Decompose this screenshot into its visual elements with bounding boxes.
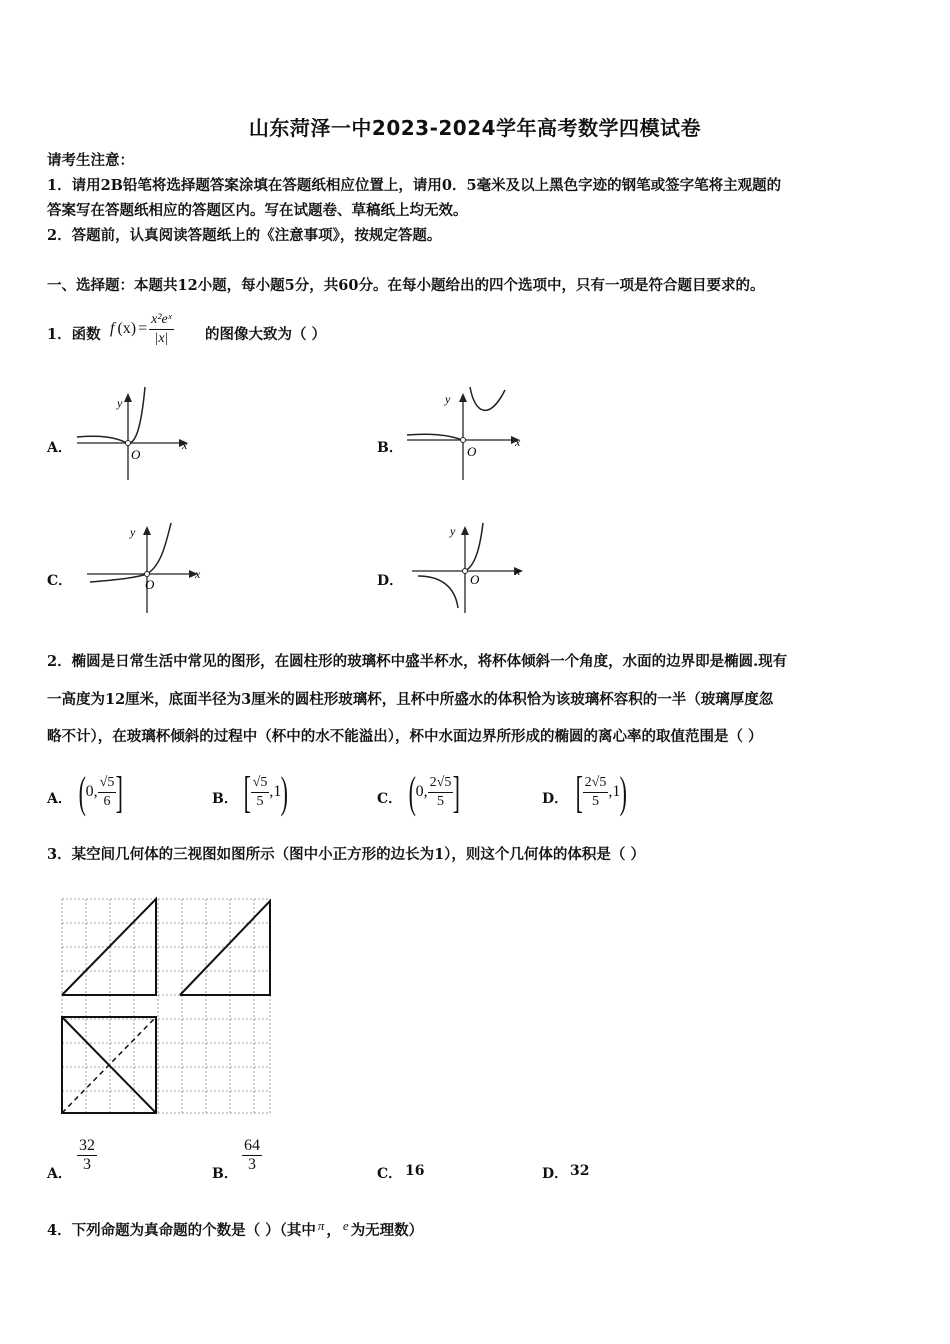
q1-graph-b-x-label: x xyxy=(515,435,521,449)
q1-graph-b xyxy=(405,385,530,485)
q2-option-b-den: 5 xyxy=(256,793,264,809)
q1-graph-a xyxy=(75,385,200,485)
q2-option-a-left: 0, xyxy=(85,783,98,800)
q1-graph-b-origin: O xyxy=(467,444,477,459)
q2-option-b-right: ,1 xyxy=(269,783,282,800)
q3-option-a-den: 3 xyxy=(83,1156,91,1173)
q3-option-a xyxy=(77,1137,97,1174)
q2-option-b-label: B． xyxy=(212,791,238,807)
q2-option-c: ( 0, $\frac{2√5}{5}$ ] xyxy=(408,767,461,817)
notice-heading: 请考生注意： xyxy=(47,152,134,169)
q1-graph-d-x-label: x xyxy=(515,564,521,578)
q2-option-c-den: 5 xyxy=(437,793,444,809)
q1-suffix: 的图像大致为（ ） xyxy=(205,326,327,343)
q1-graph-b-y-label: y xyxy=(445,392,451,406)
q2-option-a: ( 0, $\frac{√5}{6}$ ] xyxy=(78,767,124,817)
notice-line-2: 2．答题前，认真阅读答题纸上的《注意事项》，按规定答题。 xyxy=(47,227,442,244)
q4-text: 4．下列命题为真命题的个数是（ ）（其中 xyxy=(47,1222,316,1239)
q3-three-view-diagram xyxy=(58,895,274,1117)
q2-option-b: [ $\frac{√5}{5}$ ,1 ) xyxy=(243,767,289,817)
q1-graph-c-origin: O xyxy=(145,577,155,592)
q1-den: |x| xyxy=(154,330,169,346)
q2-option-c-label: C． xyxy=(377,791,403,807)
q3-option-c: 16 xyxy=(405,1163,425,1179)
q2-line-1: 2．椭圆是日常生活中常见的图形，在圆柱形的玻璃杯中盛半杯水，将杯体倾斜一个角度，水面的边界即是椭圆.现有 xyxy=(47,653,788,670)
q4-tail: 为无理数） xyxy=(350,1222,424,1239)
q2-option-a-label: A． xyxy=(47,791,72,807)
q1-option-d-label: D． xyxy=(377,573,404,589)
q1-option-c-label: C． xyxy=(47,573,73,589)
q2-line-2: 一高度为12厘米，底面半径为3厘米的圆柱形玻璃杯，且杯中所盛水的体积恰为该玻璃杯容积的一半（玻璃厚度忽 xyxy=(47,691,774,708)
q4-e: e xyxy=(342,1218,349,1233)
notice-line-1b: 答案写在答题纸相应的答题区内。写在试题卷、草稿纸上均无效。 xyxy=(47,202,468,219)
q2-option-d: [ $\frac{2√5}{5}$ ,1 ) xyxy=(575,767,628,817)
q3-text: 3．某空间几何体的三视图如图所示（图中小正方形的边长为1），则这个几何体的体积是（ ） xyxy=(47,846,645,863)
q1-option-b-label: B． xyxy=(377,440,403,456)
q1-graph-d xyxy=(410,518,535,618)
q1-graph-d-origin: O xyxy=(470,572,480,587)
q1-formula xyxy=(110,304,174,354)
q2-option-c-left: 0, xyxy=(415,783,428,800)
q3-option-b-den: 3 xyxy=(248,1156,256,1173)
q3-option-b-label: B． xyxy=(212,1166,238,1182)
q2-option-a-den: 6 xyxy=(103,793,111,809)
q3-option-d: 32 xyxy=(570,1163,590,1179)
q2-option-a-num: √5 xyxy=(98,774,117,793)
q2-option-b-num: √5 xyxy=(251,774,270,793)
q3-option-a-num: 32 xyxy=(79,1137,95,1154)
q2-option-d-num: 2√5 xyxy=(583,774,609,793)
section-heading: 一、选择题：本题共12小题，每小题5分，共60分。在每小题给出的四个选项中，只有一项是符合题目要求的。 xyxy=(47,277,765,294)
q1-graph-a-x-label: x xyxy=(182,438,188,452)
q1-eq: = xyxy=(138,320,148,337)
q1-graph-a-y-label: y xyxy=(117,396,123,410)
q1-graph-a-origin: O xyxy=(131,447,141,462)
q1-f: f xyxy=(110,320,115,337)
q3-option-a-label: A． xyxy=(47,1166,72,1182)
q2-option-c-num: 2√5 xyxy=(428,774,454,793)
page-title: 山东菏泽一中2023-2024学年高考数学四模试卷 xyxy=(248,116,702,140)
notice-line-1a: 1．请用2B铅笔将选择题答案涂填在答题纸相应位置上，请用0．5毫米及以上黑色字迹的钢笔或签字笔将主观题的 xyxy=(47,177,782,194)
q1-xparen: (x) xyxy=(117,320,137,337)
q2-line-3: 略不计），在玻璃杯倾斜的过程中（杯中的水不能溢出），杯中水面边界所形成的椭圆的离心率的取值范围是（ ） xyxy=(47,728,763,745)
q2-option-d-den: 5 xyxy=(592,793,599,809)
q1-graph-c-y-label: y xyxy=(130,525,136,539)
q3-option-b xyxy=(242,1137,262,1174)
q3-option-d-label: D． xyxy=(542,1166,569,1182)
q1-option-a-label: A． xyxy=(47,440,72,456)
q2-option-d-right: ,1 xyxy=(608,783,621,800)
q1-num: x²eˣ xyxy=(149,311,174,330)
q1-graph-d-y-label: y xyxy=(450,524,456,538)
q1-graph-c xyxy=(85,518,210,618)
q4-sep: ， xyxy=(326,1222,341,1239)
q2-option-d-label: D． xyxy=(542,791,569,807)
q4-pi: π xyxy=(317,1218,325,1233)
q3-option-b-num: 64 xyxy=(244,1137,260,1154)
q4-line xyxy=(47,1218,423,1244)
q1-prefix: 1．函数 xyxy=(47,326,101,343)
q1-graph-c-x-label: x xyxy=(195,567,201,581)
q1-fraction xyxy=(149,311,174,348)
q3-option-c-label: C． xyxy=(377,1166,403,1182)
